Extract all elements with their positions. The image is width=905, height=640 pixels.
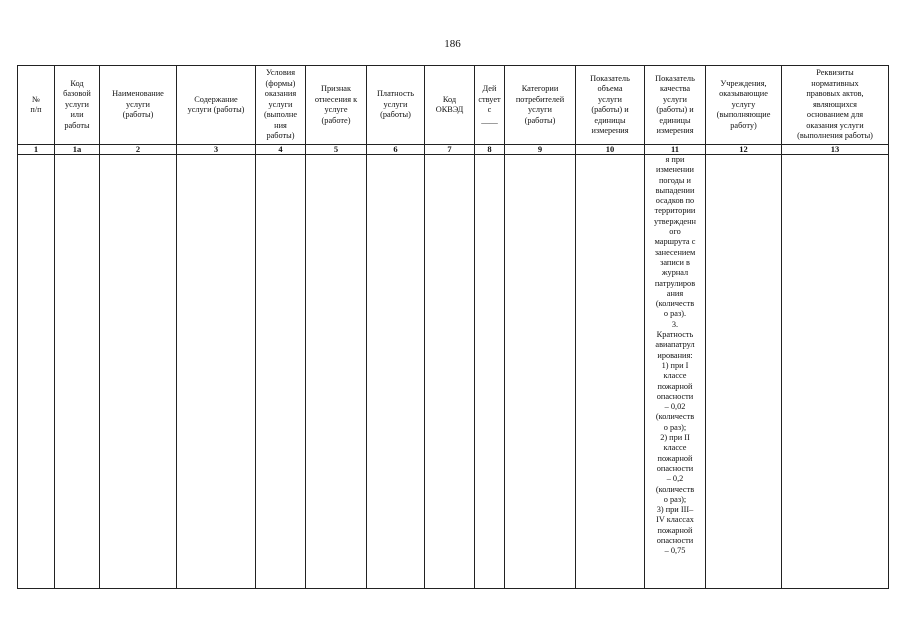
cell-conditions (256, 155, 306, 589)
cell-quality-indicator (645, 155, 706, 589)
text-line: Признак (320, 84, 351, 93)
text-line: услуги (663, 94, 687, 104)
cell-service-content (177, 155, 256, 589)
text-line: (количеств (655, 299, 695, 309)
text-line: 2) при II (660, 433, 690, 443)
text-line: (выполнения работы) (797, 131, 873, 141)
text-line: опасности (656, 535, 694, 545)
text-line: Условия (265, 68, 296, 78)
cell-institutions (706, 155, 782, 589)
column-header-legal-acts (782, 66, 889, 145)
text-line: № (32, 94, 40, 104)
text-line: (работы) (380, 110, 411, 120)
text-line: услуги (работы) (187, 105, 245, 114)
column-header-row-number (18, 66, 55, 145)
text-line: Содержание (194, 94, 238, 104)
column-number: 10 (576, 145, 645, 155)
text-line: (формы) (265, 78, 296, 88)
text-line: правовых актов, (806, 89, 864, 99)
column-header-quality-indicator (645, 66, 706, 145)
column-header-service-attribute (306, 66, 367, 145)
text-line: единицы (594, 115, 626, 125)
table-row (18, 155, 889, 589)
text-line: 3. (671, 319, 679, 329)
text-line: измерения (591, 126, 629, 135)
text-line: измерения (656, 126, 694, 135)
text-line: услугу (731, 99, 756, 109)
text-line: пожарной (657, 525, 693, 535)
text-line: услуги (528, 105, 552, 114)
column-header-base-code (55, 66, 100, 145)
text-line: оказывающие (719, 89, 768, 99)
text-line: опасности (656, 463, 694, 473)
text-line: я при (665, 155, 685, 164)
column-number: 8 (475, 145, 505, 155)
cell-consumer-categories (505, 155, 576, 589)
text-line: классе (663, 371, 687, 381)
text-line: 1) при I (661, 360, 689, 370)
column-header-volume-indicator (576, 66, 645, 145)
column-number: 3 (177, 145, 256, 155)
column-number: 4 (256, 145, 306, 155)
column-number: 11 (645, 145, 706, 155)
column-header-payment (367, 66, 425, 145)
text-line: Наименование (112, 89, 164, 99)
text-line: отнесения к (314, 94, 358, 104)
text-line: пожарной (657, 381, 693, 391)
text-line: классе (663, 443, 687, 453)
text-line: (количеств (655, 412, 695, 422)
column-number-row (18, 145, 889, 155)
text-line: Показатель (655, 73, 695, 83)
column-number: 9 (505, 145, 576, 155)
text-line: ания (666, 288, 684, 298)
column-number: 2 (100, 145, 177, 155)
text-line: (количеств (655, 484, 695, 494)
text-line: (работы) и (656, 105, 694, 114)
cell-volume-indicator (576, 155, 645, 589)
text-line: о раз). (663, 309, 687, 319)
page-number: 186 (444, 38, 461, 50)
text-line: потребителей (515, 94, 565, 104)
column-number: 7 (425, 145, 475, 155)
column-header-okved-code (425, 66, 475, 145)
text-line: объема (597, 84, 623, 93)
cell-row-number (18, 155, 55, 589)
text-line: о раз); (663, 494, 687, 504)
column-number: 5 (306, 145, 367, 155)
text-line: журнал (661, 268, 689, 278)
text-line: Платность (376, 89, 415, 99)
text-line: (выполне (264, 110, 297, 120)
cell-base-code (55, 155, 100, 589)
text-line: работу) (730, 120, 757, 130)
text-line: базовой (63, 89, 91, 99)
column-header-valid-from (475, 66, 505, 145)
text-line: (выполняющие (716, 110, 771, 120)
text-line: Учреждения, (720, 78, 767, 88)
text-line: Реквизиты (816, 68, 854, 78)
text-line: (работе) (321, 115, 351, 125)
text-line: ого (669, 227, 681, 237)
text-line: услуги (598, 94, 622, 104)
text-line: или (70, 110, 84, 120)
column-header-service-name (100, 66, 177, 145)
text-line: IV классах (656, 515, 694, 525)
text-line: погоды и (658, 175, 691, 185)
column-number: 13 (782, 145, 889, 155)
text-line: работы (64, 120, 90, 130)
text-line: Категории (521, 84, 559, 93)
text-line: о раз); (663, 422, 687, 432)
text-line: являющихся (812, 99, 858, 109)
text-line: работы) (266, 131, 295, 141)
text-line: услуги (126, 99, 150, 109)
cell-okved-code (425, 155, 475, 589)
column-header-institutions (706, 66, 782, 145)
services-registry-table (17, 65, 889, 589)
text-line: Код (442, 94, 457, 104)
text-line: основанием для (806, 110, 864, 120)
cell-service-attribute (306, 155, 367, 589)
text-line: – 0,2 (666, 474, 684, 484)
text-line: оказания услуги (806, 120, 864, 130)
text-line: маршрута с (654, 237, 696, 247)
text-line: 3) при III– (656, 505, 694, 515)
column-number: 1 (18, 145, 55, 155)
text-line: ния (274, 120, 287, 130)
text-line: – 0,75 (664, 546, 686, 556)
text-line: Код (70, 78, 84, 88)
text-line: ствует (478, 94, 501, 104)
column-number: 6 (367, 145, 425, 155)
text-line: выпадении (655, 185, 695, 195)
text-line: записи в (660, 257, 690, 267)
text-line: занесением (654, 247, 696, 257)
text-line: п/п (30, 105, 42, 114)
text-line: нормативных (811, 78, 859, 88)
column-header-conditions (256, 66, 306, 145)
cell-payment (367, 155, 425, 589)
header-row (18, 66, 889, 145)
text-line: услуги (65, 99, 89, 109)
text-line: Кратность (656, 330, 694, 340)
text-line: Дей (482, 84, 497, 93)
text-line: услуге (324, 105, 348, 114)
text-line: Показатель (590, 73, 630, 83)
text-line: изменении (656, 165, 694, 175)
column-number: 1а (55, 145, 100, 155)
text-line: (работы) и (591, 105, 629, 114)
text-line: патрулиров (654, 278, 696, 288)
text-line: пожарной (657, 453, 693, 463)
cell-legal-acts (782, 155, 889, 589)
text-line: услуги (383, 99, 408, 109)
column-header-consumer-categories (505, 66, 576, 145)
text-line: ОКВЭД (435, 105, 464, 114)
text-line: с (487, 105, 492, 114)
text-line: ____ (481, 115, 498, 125)
text-line: (работы) (524, 115, 556, 125)
text-line: территории (654, 206, 696, 216)
text-line: (работы) (122, 110, 154, 120)
text-line: ирования: (657, 350, 693, 360)
text-line: авиапатрул (655, 340, 695, 350)
cell-valid-from (475, 155, 505, 589)
text-line: осадков по (655, 196, 695, 206)
text-line: услуги (268, 99, 293, 109)
column-number: 12 (706, 145, 782, 155)
text-line: оказания (264, 89, 297, 99)
text-line: – 0,02 (664, 402, 686, 412)
cell-service-name (100, 155, 177, 589)
text-line: качества (659, 84, 691, 93)
text-line: утвержденн (654, 216, 696, 226)
text-line: опасности (656, 391, 694, 401)
column-header-service-content (177, 66, 256, 145)
text-line: единицы (659, 115, 691, 125)
